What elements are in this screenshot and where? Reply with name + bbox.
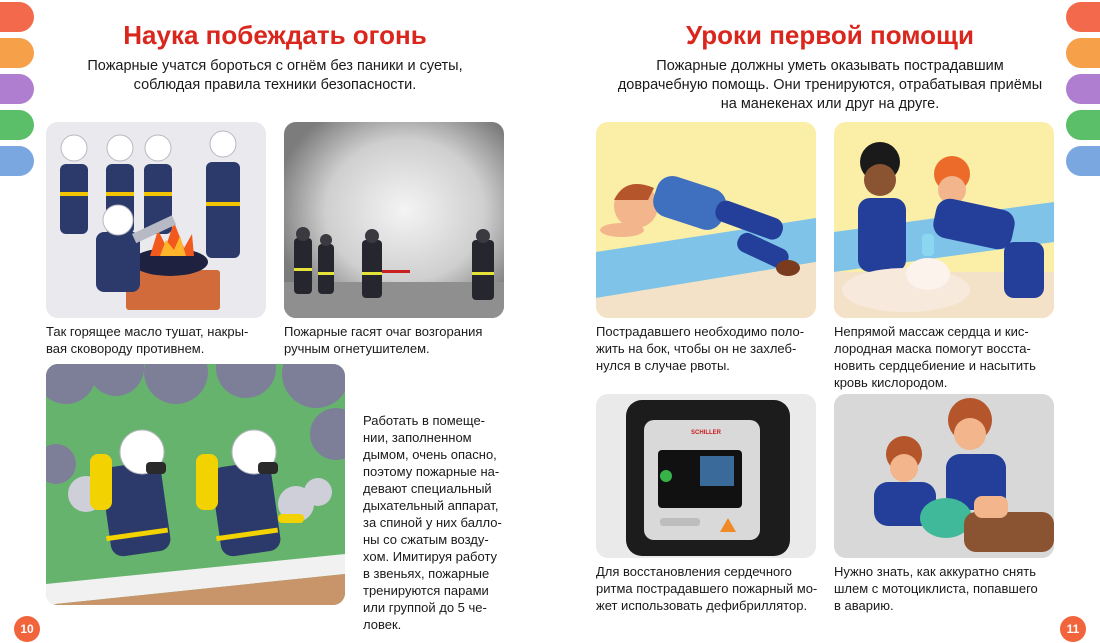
section-tab-red[interactable] [1066, 2, 1100, 32]
defibrillator-photo [596, 394, 816, 558]
caption-line: в аварию. [834, 598, 894, 613]
extinguisher-photo [284, 122, 504, 318]
caption-line: жить на бок, чтобы он не захлеб- [596, 341, 797, 356]
caption-line: кровь кислородом. [834, 375, 948, 390]
section-tab-purple[interactable] [0, 74, 34, 104]
section-tab-red[interactable] [0, 2, 34, 32]
section-tab-orange[interactable] [0, 38, 34, 68]
caption-line: вая сковороду противнем. [46, 341, 205, 356]
firefighters-pan-fire-art [46, 122, 266, 318]
caption-line: нулся в случае рвоты. [596, 358, 730, 373]
caption-line: Для восстановления сердечного [596, 564, 792, 579]
caption-line: шлем с мотоциклиста, попавшего [834, 581, 1038, 596]
caption-line: в звеньях, пожарные [363, 566, 490, 581]
intro-line: на манекенах или друг на друге. [720, 96, 940, 112]
caption-line: хом. Имитируя работу [363, 549, 498, 564]
intro-right [575, 57, 1085, 114]
caption-line: за спиной у них балло- [363, 515, 502, 530]
caption-line: Пострадавшего необходимо поло- [596, 324, 805, 339]
smoke-room-illustration [46, 364, 345, 605]
pan-fire-illustration [46, 122, 266, 318]
page-number-right: 11 [1060, 616, 1086, 642]
caption-line: ловек. [363, 617, 402, 632]
caption-line: Так горящее масло тушат, накры- [46, 324, 249, 339]
caption-line: новить сердцебиение и насытить [834, 358, 1036, 373]
caption-defibrillator [596, 563, 826, 614]
caption-recovery-position [596, 323, 826, 374]
caption-line: Пожарные гасят очаг возгорания [284, 324, 483, 339]
caption-line: ритма пострадавшего пожарный мо- [596, 581, 818, 596]
caption-line: или группой до 5 че- [363, 600, 487, 615]
intro-line: доврачебную помощь. Они тренируются, отрабатывая приёмы [617, 77, 1043, 93]
helmet-removal-illustration [834, 394, 1054, 558]
section-tab-green[interactable] [0, 110, 34, 140]
helmet-removal-art [834, 394, 1054, 558]
page-number-left: 10 [14, 616, 40, 642]
caption-line: девают специальный [363, 481, 492, 496]
section-tab-blue[interactable] [0, 146, 34, 176]
caption-cpr [834, 323, 1064, 391]
intro-line: Пожарные учатся бороться с огнём без паники и суеты, [87, 58, 463, 74]
caption-extinguisher [284, 323, 514, 357]
intro-line: соблюдая правила техники безопасности. [133, 77, 417, 93]
recovery-position-illustration [596, 122, 816, 318]
cpr-illustration [834, 122, 1054, 318]
caption-line: Непрямой массаж сердца и кис- [834, 324, 1029, 339]
page-title-right: Уроки первой помощи [686, 20, 974, 50]
caption-line: нии, заполненном [363, 430, 472, 445]
caption-line: поэтому пожарные на- [363, 464, 500, 479]
firefighters-smoke-photo [284, 122, 504, 318]
caption-line: ны со сжатым возду- [363, 532, 489, 547]
caption-smoke-room [363, 412, 513, 633]
intro-line: Пожарные должны уметь оказывать пострадавшим [656, 58, 1004, 74]
breathing-apparatus-art [46, 364, 345, 605]
boy-recovery-position-art [596, 122, 816, 318]
caption-line: тренируются парами [363, 583, 489, 598]
caption-line: Работать в помеще- [363, 413, 486, 428]
caption-line: дыхательный аппарат, [363, 498, 499, 513]
cpr-mannequin-art [834, 122, 1054, 318]
caption-line: жет использовать дефибриллятор. [596, 598, 808, 613]
caption-line: дымом, очень опасно, [363, 447, 497, 462]
section-tab-blue[interactable] [1066, 146, 1100, 176]
section-tab-green[interactable] [1066, 110, 1100, 140]
intro-left [60, 57, 490, 95]
caption-pan-fire [46, 323, 276, 357]
caption-line: ручным огнетушителем. [284, 341, 430, 356]
defibrillator-brand: SCHILLER [691, 430, 721, 436]
page-title-left: Наука побеждать огонь [123, 20, 427, 50]
defibrillator-device-art [596, 394, 816, 558]
caption-line: Нужно знать, как аккуратно снять [834, 564, 1036, 579]
caption-line: лородная маска помогут восста- [834, 341, 1031, 356]
caption-helmet-removal [834, 563, 1064, 614]
